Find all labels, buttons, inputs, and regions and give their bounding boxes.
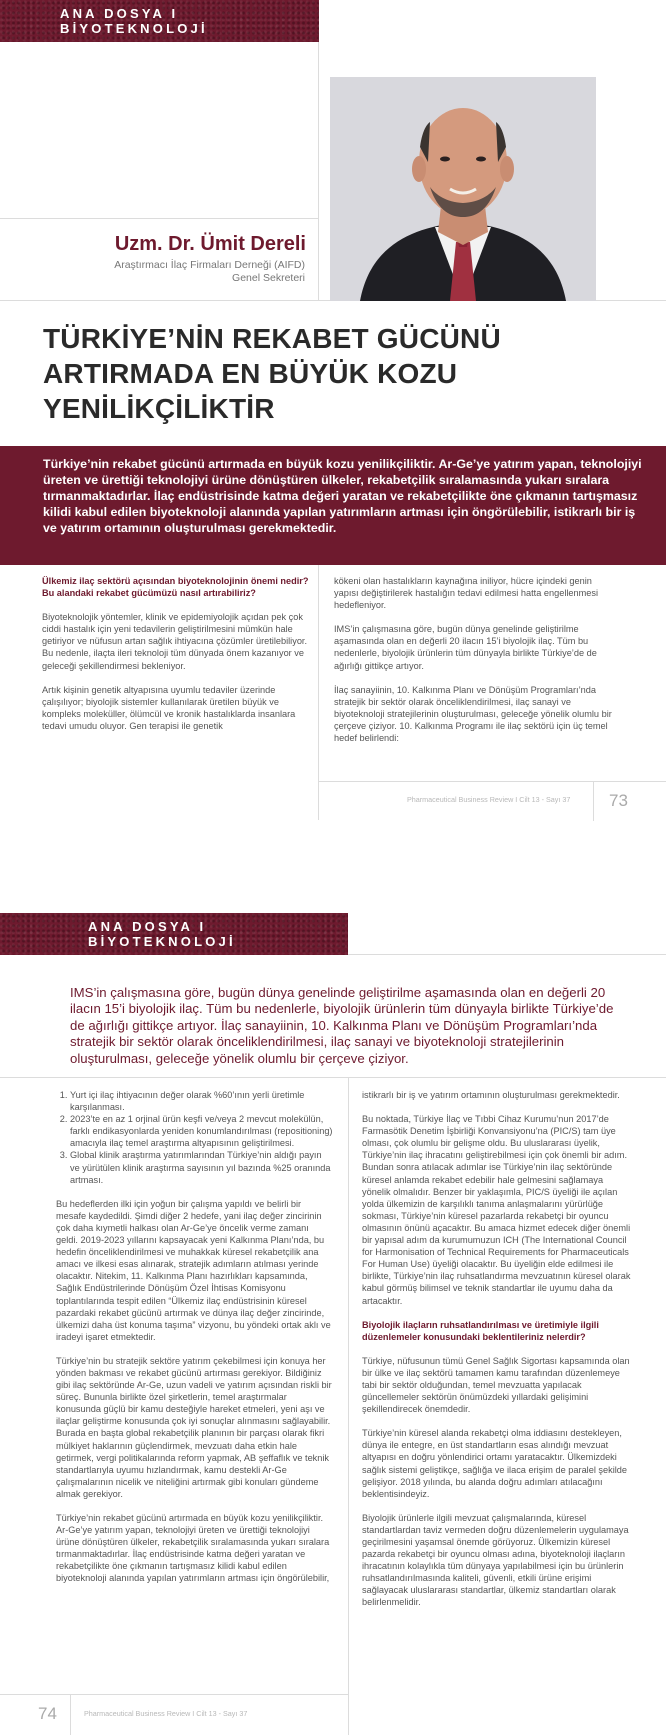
lead-paragraph: Türkiye’nin rekabet gücünü artırmada en büyük kozu yenilikçiliktir. Ar-Ge’ye yatırım yapan, teknolojiyi üreten ve ürettiği teknolojiyi ürüne dönüştüren ülkeler, rekabetçilik sıralamasında yukarı sıralara tırmanmaktadırlar. İlaç endüstrisinde katma değeri yaratan ve rekabetçilikte öne çıkmanın tartışmasız kilidi kabul edilen biyoteknoloji alanında yapılan yatırımların artması için öngörülebilir, istikrarlı bir iş ve yatırım ortamının oluşturulması gerekmektedir.: [0, 446, 666, 565]
section-banner: ANA DOSYA I BİYOTEKNOLOJİ: [0, 0, 319, 42]
footer-divider: [318, 781, 666, 782]
body-paragraph: Bu hedeflerden ilki için yoğun bir çalışma yapıldı ve belirli bir mesafe kaydedildi. Şimdi diğer 2 hedefe, yani ilaç değer zincirinin çok daha kıymetli halkası olan Ar-Ge’ye öncelik verme zamanı geldi. 2019-2023 yıllarını kapsayacak yeni Kalkınma Planı’nda, bu hedefin önceliklendirilmesi ve muhakkak küresel rekabetçilik ana amacı ve ilkesi esas alınarak, stratejik adımların atılması yerinde olacaktır. Nitekim, 11. Kalkınma Planı hazırlıkları kapsamında, Sağlık Endüstrilerinde Dönüşüm Özel İhtisas Komisyonu toplantılarında tespit edilen “Ülkemiz ilaç endüstrisinin küresel pazardaki rekabet gücünü artırmak ve dünya ilaç değer zincirinde, ülkemizi daha üst konuma taşıma” vizyonu, bu yöndeki ortak aklı ve iradeyi işaret etmektedir.: [56, 1198, 331, 1342]
section-banner: ANA DOSYA I BİYOTEKNOLOJİ: [0, 913, 348, 955]
interview-question: Ülkemiz ilaç sektörü açısından biyoteknolojinin önemi nedir? Bu alandaki rekabet gücümüzü nasıl artırabiliriz?: [42, 576, 309, 599]
body-paragraph: istikrarlı bir iş ve yatırım ortamının oluşturulması gerekmektedir.: [362, 1090, 620, 1100]
list-item: 1. Yurt içi ilaç ihtiyacının değer olarak %60’ının yerli üretimle karşılanması.: [70, 1089, 333, 1113]
body-paragraph: Biyolojik ürünlerle ilgili mevzuat çalışmalarında, küresel standartlardan taviz vermeden doğru düzenlemelerin uygulamaya geçirilmesini yaşamsal önemde görüyoruz. Ülkemizin küresel pazarda rekabetçi bir oyuncu olması adına, biyoteknoloji ilaçların ihracatının kolaylıkla tüm dünyaya yapılabilmesi için bu ürünlerin ruhsatlandırılmasında kaliteli, güvenli, etkili ürüne erişimi sağlayacak uluslararası standartlar, ülkemiz standartları olarak belirlenmelidir.: [362, 1512, 629, 1608]
pull-quote-divider: [0, 1077, 666, 1078]
footer-divider: [0, 1694, 348, 1695]
body-column-right: [362, 1089, 634, 1621]
page-number: 74: [38, 1704, 57, 1723]
body-paragraph: kökeni olan hastalıkların kaynağına iniliyor, hücre içindeki genin yapısı değiştirilerek hastalığın tedavi edilmesi hatta engellenmesi hedefleniyor.: [334, 576, 599, 611]
author-divider: [0, 218, 319, 219]
author-name: Uzm. Dr. Ümit Dereli: [114, 233, 306, 255]
body-paragraph: Artık kişinin genetik altyapısına uyumlu tedaviler üzerinde çalışılıyor; biyolojik sistemler kullanılarak üretilen büyük ve kompleks moleküller, ölümcül ve kronik hastalıklarda insanlara tedavi umudu oluyor. Gen terapisi ile genetik: [42, 684, 296, 731]
author-portrait: [330, 77, 596, 301]
body-column-right: [334, 575, 614, 756]
list-item: 3. Global klinik araştırma yatırımlarından Türkiye’nin aldığı payın ve yürütülen klinik araştırma sayısının yıl bazında %25 oranında artması.: [70, 1149, 333, 1185]
body-paragraph: Biyoteknolojik yöntemler, klinik ve epidemiyolojik açıdan pek çok ciddi hastalık için yeni tedavilerin geliştirilmesini mümkün hale getiriyor ve nüfusun artan sağlık ihtiyacına çözümler üretilebiliyor. Bu nedenle, ilaçta ileri teknoloji tüm dünyada önem kazanıyor ve geleceği şekillendirmesi bekleniyor.: [42, 612, 308, 671]
article-headline: TÜRKİYE’NİN REKABET GÜCÜNÜ ARTIRMADA EN BÜYÜK KOZU YENİLİKÇİLİKTİR: [43, 323, 501, 424]
banner-divider: [348, 954, 666, 955]
column-divider: [318, 42, 319, 300]
pull-quote: IMS’in çalışmasına göre, bugün dünya genelinde geliştirilme aşamasında olan en değerli 20 ilacın 15’i biyolojik ilaç. Tüm bu nedenlerle, biyolojik ürünlerin tüm dünyayla birlikte Türkiye’de de ağırlığı gittikçe artıyor. İlaç sanayiinin, 10. Kalkınma Planı ve Dönüşüm Programları’nda stratejik bir sektör olarak önceliklendirilmesi, ilaç sanayi ve biyoteknoloji stratejilerinin oluşturulması, geleceğe yönelik olumlu bir çerçeve çiziyor.: [70, 985, 614, 1066]
body-paragraph: İlaç sanayiinin, 10. Kalkınma Planı ve Dönüşüm Programları’nda stratejik bir sektör olarak önceliklendirilmesi, ilaç sanayi ve biyoteknoloji stratejilerinin oluşturulması, geleceğe yönelik olumlu bir çerçeve çiziyor. 10. Kalkınma Programı ile ilaç sektörü için üç temel hedef belirlendi:: [334, 684, 612, 744]
body-paragraph: Türkiye’nin bu stratejik sektöre yatırım çekebilmesi için konuya her yönden bakması ve rekabet gücünü artırması gerekiyor. Bildiğiniz gibi ilaç sektöründe Ar-Ge, uzun vadeli ve yatırım açısından riskli bir süreç. Bununla birlikte özel şirketlerin, temel araştırmalar konusunda güçlü bir kamu desteğiyle hareket etmeleri, yeni aşı ve ilaçlar geliştirme konusunda çok iyi sonuçlar alınmasını sağlayabilir. Burada en başta global rekabetçilik planının bir parçası olarak fikri mülkiyet haklarının güçlendirmek, mevzuatı daha etkin hale getirmek, vergi politikalarında reform yapmak, AB şeffaflık ve teknik standartlarıyla uyumu hızlandırmak, kamu destekli Ar-Ge çalışmalarının nicelik ve niteliğini artırmak gibi konuları gündeme almak gerekiyor.: [56, 1355, 332, 1499]
goals-list: [56, 1089, 333, 1186]
footer-journal: Pharmaceutical Business Review I Cilt 13 - Sayı 37: [407, 795, 571, 804]
footer-journal: Pharmaceutical Business Review I Cilt 13 - Sayı 37: [84, 1709, 248, 1718]
body-paragraph: Bu noktada, Türkiye İlaç ve Tıbbi Cihaz Kurumu’nun 2017’de Farmasötik Denetim İşbirliği Konvansiyonu’na (PIC/S) tam üye olması, çok olumlu bir gelişme oldu. Bu uluslararası üyelik, Türkiye’nin ilaç ihracatını geliştirebilmesi için çok önemli bir adım. Bundan sonra atılacak adımlar ise Türkiye’nin ilaç sektöründe küresel anlamda rekabet edebilir hale gelmesini sağlamaya yönelik olmalıdır. Benzer bir yaklaşımla, PIC/S üyeliği ile açılan yolda ülkemizin de karşılıklı tanıma anlaşmalarını yürürlüğe sokması, Türkiye’nin küresel pazarlarda rekabetçi bir oyuncu olmasının önünü açacaktır. Bu amaca hizmet edecek diğer önemli bir yapısal adım da kurumumuzun ICH (The International Council for Harmonisation of Technical Requirements for Pharmaceuticals For Human Use) üyeliği olacaktır. Bu üyeliğin elde edilmesi ile birlikte, Türkiye’nin ilaç ruhsatlandırma mevzuatının küresel olarak kabul görmüş bilimsel ve teknik standartlar ile uyumu daha da artacaktır.: [362, 1114, 631, 1306]
interview-question: Biyolojik ilaçların ruhsatlandırılması ve üretimiyle ilgili düzenlemeler konusundaki beklentileriniz nelerdir?: [362, 1319, 599, 1342]
body-column-left: [42, 575, 310, 744]
list-item: 2. 2023’te en az 1 orjinal ürün keşfi ve/veya 2 mevcut molekülün, farklı endikasyonlarda yeniden konumlandırılması (repositioning) amacıyla ilaç temel araştırma altyapısının geliştirilmesi.: [70, 1113, 333, 1149]
body-paragraph: Türkiye’nin rekabet gücünü artırmada en büyük kozu yenilikçiliktir. Ar-Ge’ye yatırım yapan, teknolojiyi üreten ve ürettiği teknolojiyi ürüne dönüştüren ülkeler, rekabetçilik sıralamasında yukarı sıralara tırmanmaktadırlar. İlaç endüstrisinde katma değeri yaratan ve rekabetçilikte öne çıkmanın tartışmasız kilidi kabul edilen biyoteknoloji alanında yapılan yatırımların artması için öngörülebilir,: [56, 1513, 330, 1584]
author-role: Araştırmacı İlaç Firmaları Derneği (AIFD) Genel Sekreteri: [114, 259, 305, 284]
column-divider: [348, 1077, 349, 1735]
footer-divider: [70, 1694, 71, 1735]
body-paragraph: Türkiye, nüfusunun tümü Genel Sağlık Sigortası kapsamında olan bir ülke ve ilaç sektörü tamamen kamu tarafından düzenlemeye tabi bir sektör olduğundan, temel mevzuatta yapılacak güncellemeler sektörün önümüzdeki yıllardaki gelişimini şekillendirecek önemdedir.: [362, 1355, 630, 1415]
body-column-left: [56, 1089, 333, 1597]
body-paragraph: IMS’in çalışmasına göre, bugün dünya genelinde geliştirilme aşamasında olan en değerli 20 ilacın 15’i biyolojik ilaç. Tüm bu nedenlerle, biyolojik ürünlerin tüm dünyayla birlikte Türkiye’de de ağırlığı gittikçe artıyor.: [334, 624, 597, 671]
page-number: 73: [609, 791, 628, 810]
body-paragraph: Türkiye’nin küresel alanda rekabetçi olma iddiasını destekleyen, dünya ile entegre, en üst standartların esas alındığı mevzuat altyapısı en doğru yönlendirici ortamı yaratacaktır. Ülkemizdeki sağlık sistemi geliştikçe, sağlığa ve ilaca erişim de paralel şekilde gelişiyor. 2018 yılında, bu alanda doğru adımları atılacağını beklentisindeyiz.: [362, 1428, 628, 1499]
footer-divider: [593, 781, 594, 821]
